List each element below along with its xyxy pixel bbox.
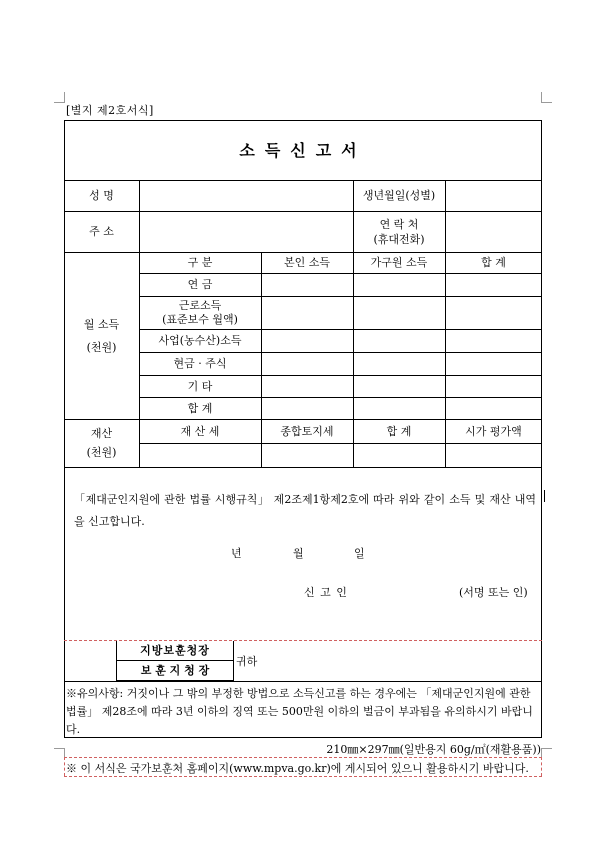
dashed-divider (64, 757, 65, 776)
dashed-divider (541, 757, 542, 776)
branch-office-label: 보 훈 지 청 장 (140, 664, 210, 677)
income-row-earned-sub: (표준보수 월액) (162, 312, 238, 326)
crop-mark-top-left (54, 92, 65, 103)
income-header-household: 가구원 소득 (370, 256, 428, 269)
income-row-business: 사업(농수산)소득 (158, 334, 242, 347)
dashed-divider (64, 776, 542, 777)
monthly-income-label-line1: 월 소득 (83, 317, 120, 331)
property-label (64, 419, 139, 467)
monthly-income-label-line2: (천원) (86, 340, 117, 354)
monthly-income-label (64, 252, 139, 419)
date-year: 년 (231, 547, 242, 560)
crop-mark-bottom-right (541, 748, 552, 759)
name-field[interactable] (140, 181, 352, 210)
date-month: 월 (293, 547, 304, 560)
property-header-total: 합 계 (386, 424, 412, 438)
birth-gender-field[interactable] (446, 181, 541, 210)
text-cursor (544, 490, 545, 502)
divider (64, 681, 542, 682)
date-day: 일 (354, 547, 365, 560)
property-label-line1: 재산 (90, 427, 113, 440)
recipient-suffix: 귀하 (236, 655, 258, 668)
income-header-category: 구 분 (187, 256, 213, 269)
divider (139, 443, 542, 444)
income-row-cash-stock: 현금 · 주식 (173, 357, 227, 370)
paper-spec: 210㎜×297㎜(일반용지 60g/㎡(재활용품)) (326, 743, 541, 756)
form-label: [별지 제2호서식] (66, 104, 154, 117)
income-row-other: 기 타 (187, 379, 213, 393)
property-label-line2: (천원) (86, 446, 117, 459)
contact-label-line1: 연 락 처 (379, 217, 419, 231)
notice-text: ※유의사항: 거짓이나 그 밖의 부정한 방법으로 소득신고를 하는 경우에는 「제대군인지원에 관한 법률」 제28조에 따라 3년 이하의 징역 또는 500만원 이하의 벌금이 부과됨을 유의하시기 바랍니다. (66, 687, 533, 736)
birth-gender-label: 생년월일(성별) (362, 189, 436, 202)
name-label: 성 명 (89, 189, 114, 202)
website-notice: ※ 이 서식은 국가보훈처 홈페이지(www.mpva.go.kr)에 게시되어 있으니 활용하시기 바랍니다. (66, 762, 529, 775)
income-header-self: 본인 소득 (283, 256, 330, 269)
divider (64, 467, 542, 468)
income-row-total: 합 계 (187, 401, 213, 415)
address-label: 주 소 (89, 225, 114, 238)
property-header-property-tax: 재 산 세 (180, 424, 220, 438)
income-row-pension: 연 금 (187, 278, 213, 291)
reporter-label: 신 고 인 (304, 586, 348, 599)
crop-mark-top-right (541, 92, 552, 103)
form-title: 소득신고서 (239, 140, 367, 160)
property-header-market-value: 시가 평가액 (465, 424, 522, 438)
declaration-text: 「제대군인지원에 관한 법률 시행규칙」 제2조제1항제2호에 따라 위와 같이 소득 및 재산 내역을 신고합니다. (74, 493, 536, 528)
income-row-earned (139, 296, 261, 329)
property-header-land-tax: 종합토지세 (280, 424, 334, 438)
contact-label (353, 211, 445, 252)
contact-field[interactable] (446, 212, 541, 251)
contact-label-line2: (휴대전화) (373, 232, 425, 246)
income-row-earned-label: 근로소득 (178, 298, 222, 312)
address-field[interactable] (140, 212, 352, 251)
income-header-total: 합 계 (481, 256, 506, 269)
dashed-divider (64, 757, 542, 758)
signature-label: (서명 또는 인) (459, 586, 528, 599)
regional-office-label: 지방보훈청장 (140, 644, 210, 657)
